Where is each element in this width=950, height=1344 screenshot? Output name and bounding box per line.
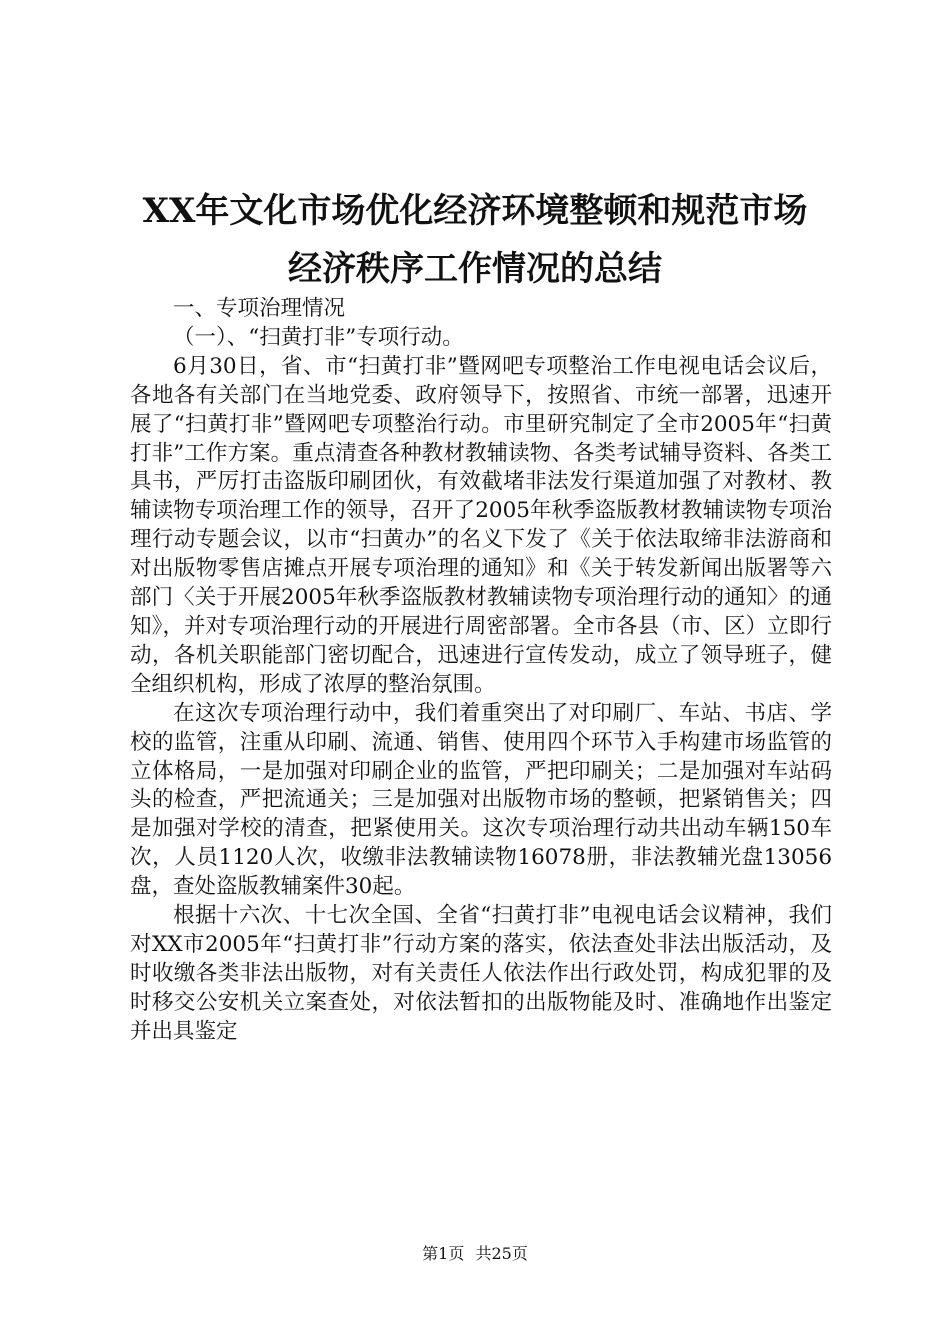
paragraph-1: 6月30日，省、市“扫黄打非”暨网吧专项整治工作电视电话会议后，各地各有关部门在当地党委、政府领导下，按照省、市统一部署，迅速开展了“扫黄打非”暨网吧专项整治行动。市里研究制定了全市2005年“扫黄打非”工作方案。重点清查各种教材教辅读物、各类考试辅导资料、各类工具书，严厉打击盗版印刷团伙，有效截堵非法发行渠道加强了对教材、教辅读物专项治理工作的领导，召开了2005年秋季盗版教材教辅读物专项治理行动专题会议，以市“扫黄办”的名义下发了《关于依法取缔非法游商和对出版物零售店摊点开展专项治理的通知》和《关于转发新闻出版署等六部门〈关于开展2005年秋季盗版教材教辅读物专项治理行动的通知〉的通知》，并对专项治理行动的开展进行周密部署。全市各县（市、区）立即行动，各机关职能部门密切配合，迅速进行宣传发动，成立了领导班子，健全组织机构，形成了浓厚的整治氛围。 bbox=[130, 353, 832, 697]
paragraph-2: 在这次专项治理行动中，我们着重突出了对印刷厂、车站、书店、学校的监管，注重从印刷、流通、销售、使用四个环节入手构建市场监管的立体格局，一是加强对印刷企业的监管，严把印刷关；二是加强对车站码头的检查，严把流通关；三是加强对出版物市场的整顿，把紧销售关；四是加强对学校的清查，把紧使用关。这次专项治理行动共出动车辆150车次，人员1120人次，收缴非法教辅读物16078册，非法教辅光盘13056盘，查处盗版教辅案件30起。 bbox=[130, 700, 832, 900]
sub-heading: （一）、“扫黄打非”专项行动。 bbox=[173, 324, 464, 350]
document-title-line-2: 经济秩序工作情况的总结 bbox=[288, 249, 662, 289]
page-footer bbox=[0, 1242, 950, 1266]
section-heading: 一、专项治理情况 bbox=[173, 296, 346, 321]
page-number-current: 第1页 bbox=[422, 1244, 465, 1263]
paragraph-3: 根据十六次、十七次全国、全省“扫黄打非”电视电话会议精神，我们对XX市2005年“扫黄打非”行动方案的落实，依法查处非法出版活动，及时收缴各类非法出版物，对有关责任人依法作出行政处罚，构成犯罪的及时移交公安机关立案查处，对依法暂扣的出版物能及时、准确地作出鉴定并出具鉴定 bbox=[130, 903, 832, 1044]
document-body bbox=[130, 295, 832, 1047]
page-number-total: 共25页 bbox=[475, 1244, 528, 1263]
document-title-line-1: XX年文化市场优化经济环境整顿和规范市场 bbox=[142, 191, 808, 231]
